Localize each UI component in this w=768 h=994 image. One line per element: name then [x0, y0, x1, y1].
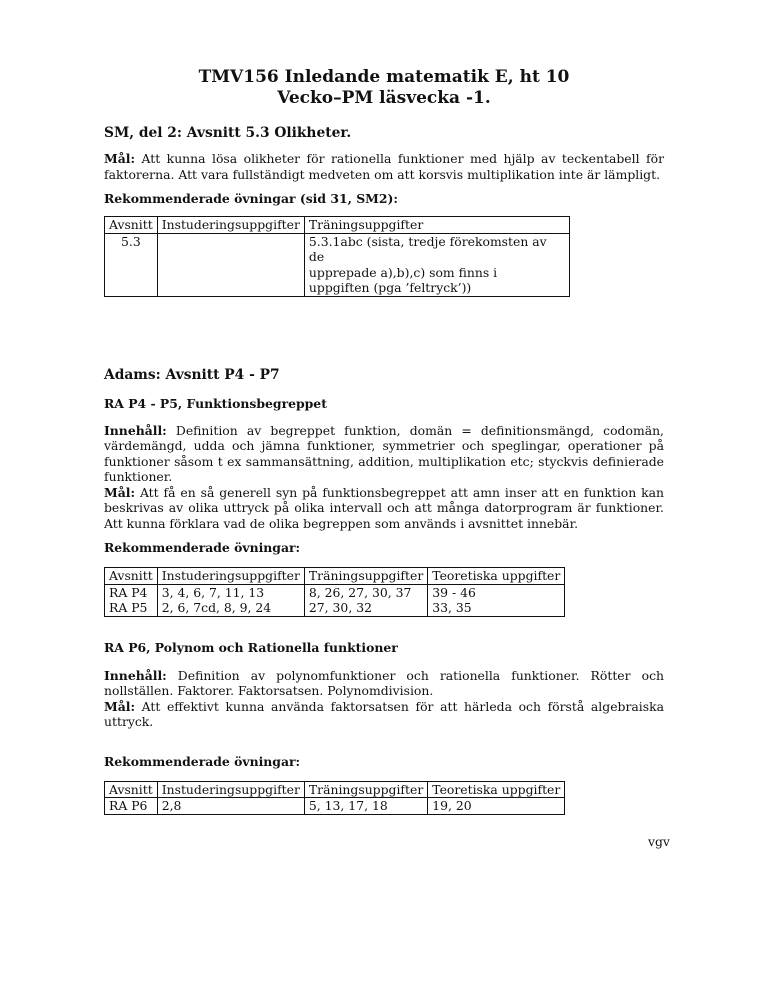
title-line-2: Vecko–PM läsvecka -1. [277, 88, 491, 108]
sm-heading: SM, del 2: Avsnitt 5.3 Olikheter. [104, 125, 352, 141]
p4p5-goal-label: Mål: [104, 484, 136, 500]
p4p5-exercises-heading: Rekommenderade övningar: [104, 540, 301, 555]
table-cell: 3, 4, 6, 7, 11, 13 [157, 584, 304, 600]
header-cell: Avsnitt [105, 781, 158, 798]
header-cell: Avsnitt [105, 568, 158, 585]
p4p5-heading: RA P4 - P5, Funktionsbegreppet [104, 395, 327, 411]
p4p5-goal-text: Att få en så generell syn på funktionsbegreppet att amn inser att en funktion kan beskrivas av olika uttryck på olika intervall och att många datorprogram är funktioner. Att kunna förklara vad de olika begreppen som används i avsnittet innebär. [104, 484, 664, 531]
table-cell: RA P6 [105, 798, 158, 815]
cell-line: 5.3.1abc (sista, tredje förekomsten av de [308, 233, 547, 264]
table-cell: 2,8 [157, 798, 304, 815]
document-title [104, 67, 664, 109]
table-cell: 5.3 [105, 233, 158, 296]
table-header-row [105, 568, 565, 585]
p6-exercise-table [104, 781, 565, 815]
p6-content-text: Definition av polynomfunktioner och rationella funktioner. Rötter och nollställen. Faktorer. Faktorsatsen. Polynomdivision. [104, 667, 664, 698]
table-cell: 39 - 46 [428, 584, 565, 600]
table-header-row [105, 781, 565, 798]
sm-exercises-heading: Rekommenderade övningar (sid 31, SM2): [104, 191, 398, 206]
cell-line: upprepade a),b),c) som finns i [308, 264, 498, 280]
p4p5-goal-paragraph [104, 485, 664, 532]
p6-goal-text: Att effektivt kunna använda faktorsatsen för att härleda och förstå algebraiska uttryck. [104, 698, 664, 729]
page-footer-vgv: vgv [648, 834, 670, 849]
table-cell: 2, 6, 7cd, 8, 9, 24 [157, 600, 304, 616]
header-cell: Träningsuppgifter [304, 781, 427, 798]
p6-goal-paragraph [104, 699, 664, 730]
p6-content-paragraph [104, 668, 664, 699]
header-cell: Instuderingsuppgifter [157, 568, 304, 585]
header-cell: Träningsuppgifter [304, 568, 427, 585]
cell-line: uppgiften (pga ’feltryck’)) [308, 280, 472, 295]
p6-content-label: Innehåll: [104, 667, 167, 683]
table-row [105, 600, 565, 616]
table-cell: 8, 26, 27, 30, 37 [304, 584, 427, 600]
p6-goal-label: Mål: [104, 698, 136, 714]
sm-goal-label: Mål: [104, 151, 136, 166]
header-cell: Instuderingsuppgifter [157, 217, 304, 234]
header-cell: Teoretiska uppgifter [428, 568, 565, 585]
adams-heading: Adams: Avsnitt P4 - P7 [104, 366, 280, 383]
p4p5-content-label: Innehåll: [104, 422, 167, 438]
table-cell: RA P4 [105, 584, 158, 600]
table-cell: 27, 30, 32 [304, 600, 427, 616]
p6-exercises-heading: Rekommenderade övningar: [104, 753, 301, 769]
table-row [105, 584, 565, 600]
table-cell [304, 233, 569, 296]
table-cell: 19, 20 [428, 798, 565, 815]
p6-heading: RA P6, Polynom och Rationella funktioner [104, 639, 398, 655]
sm-goal-paragraph [104, 151, 664, 182]
table-cell [157, 233, 304, 296]
sm-exercise-table [104, 216, 570, 297]
table-cell: RA P5 [105, 600, 158, 616]
table-cell: 5, 13, 17, 18 [304, 798, 427, 815]
table-cell: 33, 35 [428, 600, 565, 616]
sm-goal-text: Att kunna lösa olikheter för rationella funktioner med hjälp av teckentabell för faktorerna. Att vara fullständigt medveten om att korsvis multiplikation inte är lämpligt. [104, 151, 664, 182]
p4p5-content-paragraph [104, 423, 664, 485]
table-row [105, 233, 570, 296]
header-cell: Träningsuppgifter [304, 217, 569, 234]
header-cell: Avsnitt [105, 217, 158, 234]
table-row [105, 798, 565, 815]
title-line-1: TMV156 Inledande matematik E, ht 10 [198, 67, 570, 87]
document-page [104, 0, 664, 815]
p4p5-content-text: Definition av begreppet funktion, domän = definitionsmängd, codomän, värdemängd, udda och jämna funktioner, symmetrier och speglingar, operationer på funktioner såsom t ex sammansättning, addition, multiplikation etc; styckvis definierade funktioner. [104, 422, 664, 484]
header-cell: Teoretiska uppgifter [428, 781, 565, 798]
p4p5-exercise-table [104, 567, 565, 617]
table-header-row [105, 217, 570, 234]
header-cell: Instuderingsuppgifter [157, 781, 304, 798]
